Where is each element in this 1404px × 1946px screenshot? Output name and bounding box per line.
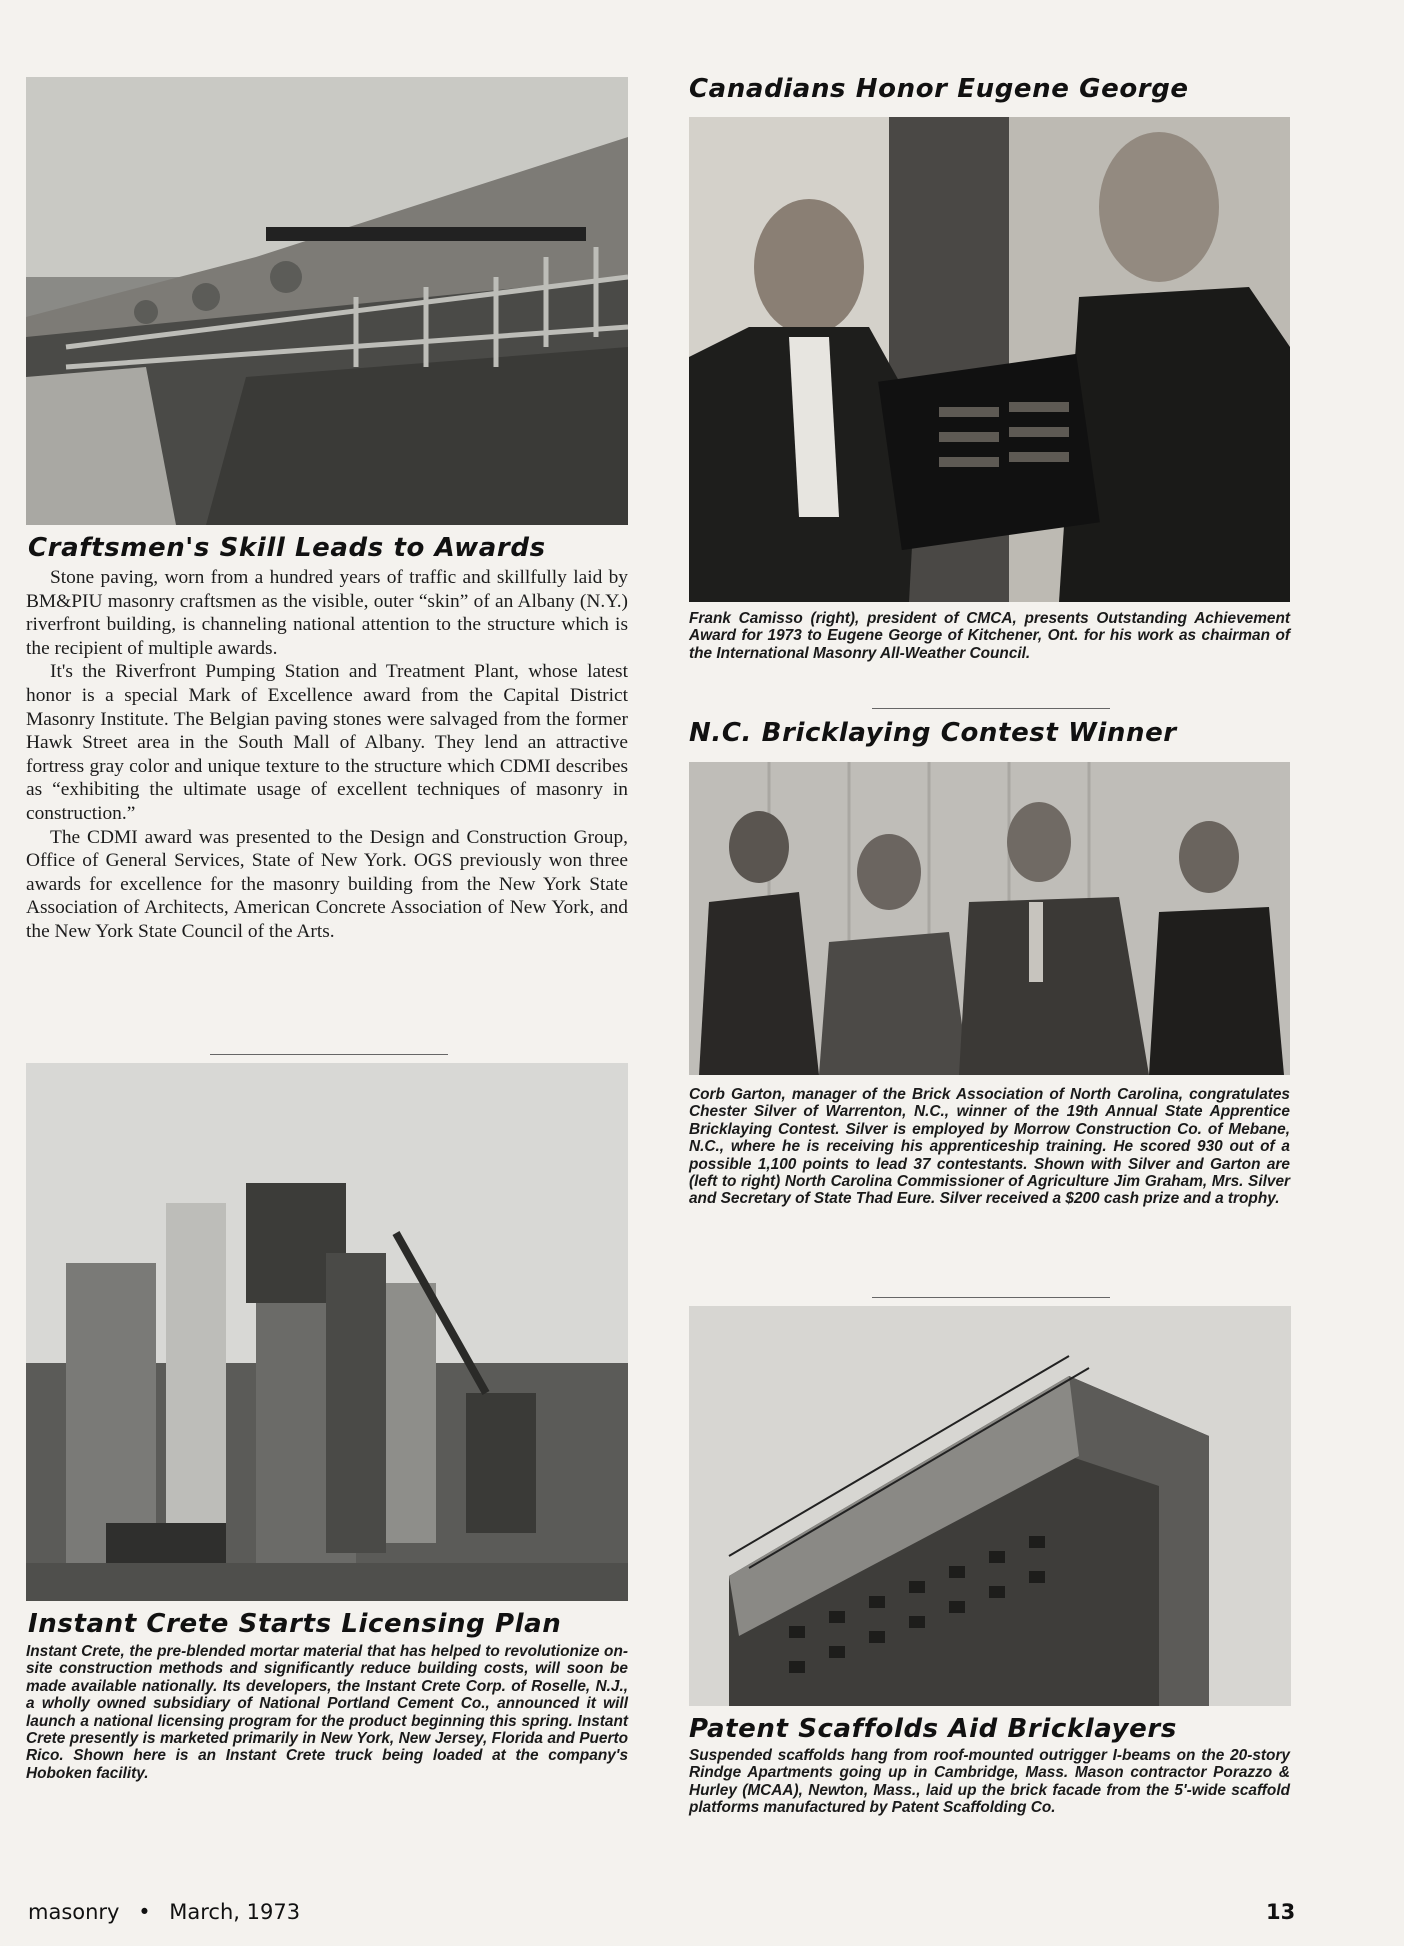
divider-rule bbox=[872, 708, 1110, 709]
footer-bullet: • bbox=[138, 1900, 151, 1924]
article-body-instant-crete: Instant Crete, the pre-blended mortar material that has helped to revolutionize on-site construction methods and significantly reduce building costs, will soon be made available nationally. Its developers, the Instant Crete Corp. of Roselle, N.J., a wholly owned subsidiary of National Portland Cement Co., announced it will launch a national licensing program for the product beginning this spring. Instant Crete presently is marketed primarily in New York, New Jersey, Florida and Puerto Rico. Shown here is an Instant Crete truck being loaded at the company's Hoboken facility. bbox=[26, 1643, 628, 1782]
nc-contest-photo bbox=[689, 762, 1290, 1075]
paragraph: Stone paving, worn from a hundred years of traffic and skillfully laid by BM&PIU masonry craftsmen as the visible, outer “skin” of an Albany (N.Y.) riverfront building, is channeling national attention to the structure which is the recipient of multiple awards. bbox=[26, 567, 628, 659]
page-number: 13 bbox=[1266, 1900, 1296, 1924]
divider-rule bbox=[872, 1297, 1110, 1298]
instant-crete-plant-photo bbox=[26, 1063, 628, 1601]
headline-patent-scaffolds: Patent Scaffolds Aid Bricklayers bbox=[689, 1714, 1177, 1744]
caption-award: Frank Camisso (right), president of CMCA, presents Outstanding Achievement Award for 1973 to Eugene George of Kitchener, Ont. for his work as chairman of the International Masonry All-Weather Council. bbox=[689, 610, 1290, 662]
riverfront-station-photo bbox=[26, 77, 628, 525]
footer-publication bbox=[28, 1900, 300, 1924]
article-body-craftsmen bbox=[26, 566, 628, 944]
paragraph: It's the Riverfront Pumping Station and Treatment Plant, whose latest honor is a special Mark of Excellence award from the Capital District Masonry Institute. The Belgian paving stones were salvaged from the former Hawk Street area in the South Mall of Albany. They lend an attractive fortress gray color and unique texture to the structure which CDMI describes as “exhibiting the ultimate usage of excellent techniques of masonry in construction.” bbox=[26, 661, 628, 824]
headline-nc-contest: N.C. Bricklaying Contest Winner bbox=[689, 718, 1177, 748]
scaffold-building-photo bbox=[689, 1306, 1291, 1706]
issue-date: March, 1973 bbox=[169, 1900, 301, 1924]
caption-nc-contest: Corb Garton, manager of the Brick Association of North Carolina, congratulates Chester Silver of Warrenton, N.C., winner of the 19th Annual State Apprentice Bricklaying Contest. Silver is employed by Morrow Construction Co. of Mebane, N.C., where he is receiving his apprenticeship training. He scored 930 out of a possible 1,100 points to lead 37 contestants. Shown with Silver and Garton are (left to right) North Carolina Commissioner of Agriculture Jim Graham, Mrs. Silver and Secretary of State Thad Eure. Silver received a $200 cash prize and a trophy. bbox=[689, 1086, 1290, 1208]
award-presentation-photo bbox=[689, 117, 1290, 602]
article-body-patent-scaffolds: Suspended scaffolds hang from roof-mounted outrigger I-beams on the 20-story Rindge Apartments going up in Cambridge, Mass. Mason contractor Porazzo & Hurley (MCAA), Newton, Mass., laid up the brick facade from the 5'-wide scaffold platforms manufactured by Patent Scaffolding Co. bbox=[689, 1747, 1290, 1817]
paragraph: The CDMI award was presented to the Design and Construction Group, Office of General Services, State of New York. OGS previously won three awards for excellence for the masonry building from the New York State Association of Architects, American Concrete Association of New York, and the New York State Council of the Arts. bbox=[26, 826, 628, 942]
publication-name: masonry bbox=[28, 1900, 120, 1924]
headline-instant-crete: Instant Crete Starts Licensing Plan bbox=[28, 1609, 562, 1639]
divider-rule bbox=[210, 1054, 448, 1055]
headline-canadians: Canadians Honor Eugene George bbox=[689, 74, 1189, 104]
headline-craftsmen: Craftsmen's Skill Leads to Awards bbox=[28, 533, 546, 563]
